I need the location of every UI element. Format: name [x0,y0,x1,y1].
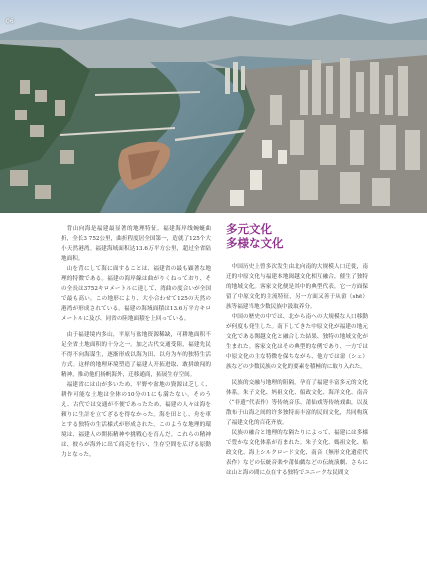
section-title [226,222,376,250]
paragraph-zh-1: 背山向海是福建最显著的地理特征。福建海岸线蜿蜒曲折，全长3 752公里，曲折程度居全国第一，造就了125个大小天然港湾。福建海域面积达13.6万平方公里，超过全省陆地面积。 [61,226,211,262]
paragraph-ja-3: 中国の歴史の中では、北から南への大規模な人口移動が何度も発生した。南下してきた中原文化が福建の地元文化である閩越文化と融合した結果、独特の地域文化が生まれた。客家文化はその典型的な例であり、一方では中原文化の主な特徴を保ちながら、他方では畲（シェ）族などの少数民族の文化的要素を積極的に取り入れた。 [226,314,368,370]
section-title-zh: 多元文化 [226,222,272,236]
paragraph-zh-4: 民族的交融与地理的阻隔，孕育了福建丰富多元的文化体系。朱子文化、妈祖文化、船政文化、海洋文化、南音（“非遗”代表作）等传统音乐、莆仙戏等传统戏曲，以及散布于山海之间的许多独特而丰富的民间文化，共同构筑了福建文化的百花齐放。 [226,380,368,426]
section-title-ja: 多様な文化 [226,236,284,250]
paragraph-zh-3: 中国历史上曾多次发生由北向南的大规模人口迁徙，南迁的中原文化与福建本地闽越文化相互融合，催生了独特的地域文化。客家文化便是其中的典型代表，它一方面保留了中原文化的主流特征，另一方面又善于从畲（shē）族等福建当地少数民族中汲取养分。 [226,264,368,310]
paragraph-ja-2: 福建省には山が多いため、平野や盆地の資源は乏しく、耕作可能な土地は全体の10分の1にも満たない。そのうえ、古代では交通が不便であったため、福建の人々は海を頼りに生計を立てざるを得なかった。海を田とし、舟を車とする独特の生活様式が形成された。このような地理的環境は、福建人の開拓精神や挑戦心を育んだ。これらの精神は、彼らが海外に出て商売を行い、生存空間を広げる原動力となった。 [61,382,211,458]
paragraph-ja-4: 民族の融合と地理的な隔たりによって、福建には多様で豊かな文化体系が育まれた。朱子文化、媽祖文化、船政文化、海上シルクロード文化、南音（無形文化遺産代表作）などの伝統音楽や莆仙戯などの伝統演劇、さらには山と海の間に点在する独特でユニークな民間文 [226,430,368,476]
paragraph-zh-2: 由于福建境内多山，平原与盆地资源稀缺，可耕地面积不足全省土地面积的十分之一。加之古代交通受阻，福建先民不得不向海谋生，逐渐形成以海为田、以舟为车的独特生活方式。这样的地理环境塑造了福建人开拓进取、敢拼敢闯的精神，推动他们扬帆海外，迁移通商，拓展生存空间。 [61,332,211,378]
left-text-column [61,224,211,460]
paragraph-ja-1: 山を背にして海に面することは、福建省の最も顕著な地理的特徴である。福建の海岸線は曲がりくねっており、その全長は3752キロメートルに達して、湾曲の度合いが全国で最も高い。この地形により、大小合わせて125の天然の港湾が形成されている。福建の海域面積は13.6万平方キロメートルに及び、同省の陸地面積を上回っている。 [61,266,211,322]
aerial-city-photo [0,0,427,213]
page-number: 06 [6,18,14,25]
right-text-column [226,262,368,478]
aerial-photo-illustration [0,0,427,213]
